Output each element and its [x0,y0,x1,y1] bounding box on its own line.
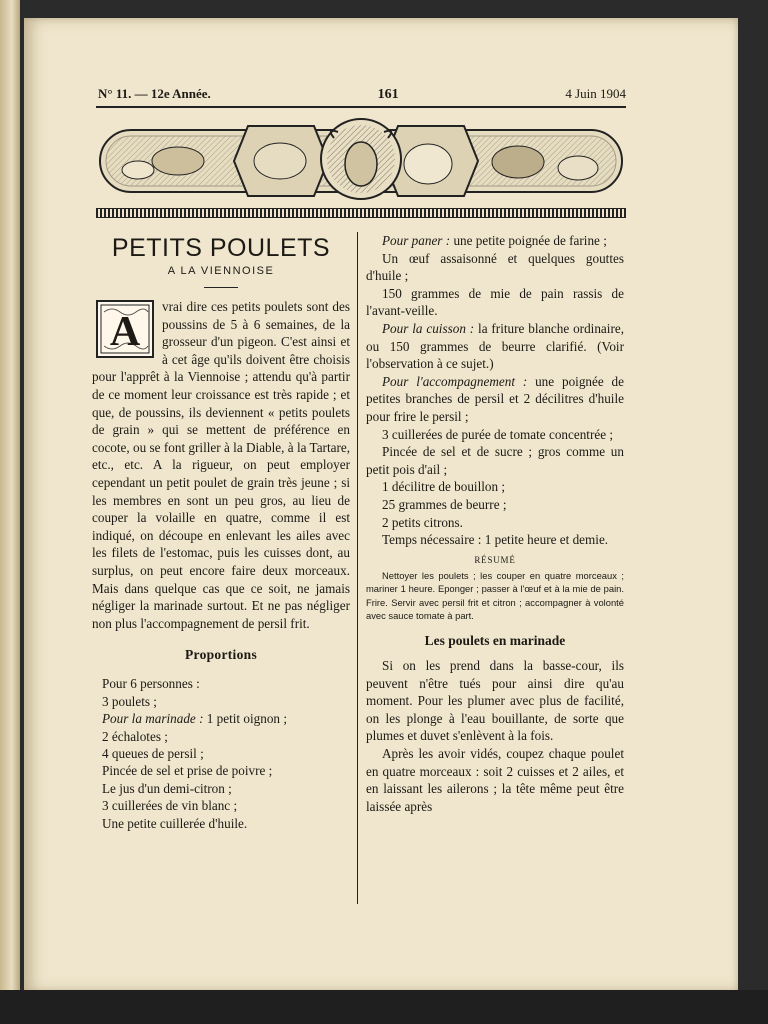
list-item [102,815,350,832]
ornamental-rule [96,208,626,218]
ingredient-line [366,531,624,549]
ingredient-text: Un œuf assaisonné et quelques gouttes d'huile ; [366,250,624,284]
ingredient-text: 2 petits citrons. [382,514,463,530]
section-paragraph: Après les avoir vidés, coupez chaque poulet en quatre morceaux : soit 2 cuisses et 2 ailes, et en laissant les ailerons ; la tête même peut être laissée après [366,746,624,814]
proportions-list [92,675,350,832]
intro-paragraph: vrai dire ces petits poulets sont des poussins de 5 à 6 semaines, de la grosseur d'un pigeon. C'est ainsi et à cet âge qu'ils doivent être choisis pour l'apprêt à la Viennoise ; attendu qu'à partir de ce moment leur croissance est très rapide ; et que, de poussins, ils deviennent « petits poulets de grain » qui se mettent de préférence en cocote, ou se font griller à la Diable, à la Tartare, etc., etc. A la rigueur, on peut employer cependant un petit poulet de grain très jeune ; si les membres en sont un peu gros, au lieu de couper la volaille en quatre, comme il est indiqué, on découpe en enlevant les ailes avec les filets de l'estomac, puis les cuisses dont, au surplus, on peut encore faire deux morceaux. Mais dans quelque cas que ce soit, ne jamais négliger la marinade surtout. Et ne pas négliger non plus l'accompagnement de persil frit. [92,299,350,631]
proportions-heading: Proportions [184,647,258,663]
list-item [102,797,350,814]
dropcap-letter: A [109,309,141,355]
article-title: PETITS POULETS [111,234,331,262]
section-paragraph: Si on les prend dans la basse-cour, ils peuvent n'être tués pour ainsi dire qu'au moment. Pour les plumer avec plus de facilité, on les plonge à l'eau bouillante, de sorte que plumes et duvet s'enlèvent à la fois. [366,658,624,744]
right-column [366,232,624,815]
list-item [102,762,350,779]
list-item-text: 1 petit oignon ; [203,711,287,727]
header-rule [96,106,626,108]
ingredient-line [366,232,624,250]
running-header [98,86,626,103]
ingredient-line [366,250,624,285]
list-item [102,728,350,745]
issue-date: 4 Juin 1904 [565,86,626,101]
ingredient-text: 150 grammes de mie de pain rassis de l'avant-veille. [366,285,624,319]
list-item-text: 3 poulets ; [102,693,157,709]
ingredient-line [366,373,624,426]
resume-text: Nettoyer les poulets ; les couper en quatre morceaux ; mariner 1 heure. Eponger ; passer à l'œuf et à la mie de pain. Frire. Servir avec persil frit et citron ; accompagner à volonté avec sauce tomate à part. [366,569,624,622]
list-item [102,693,350,710]
ingredient-text: la friture blanche ordinaire, ou 150 grammes de beurre clarifié. (Voir l'observation à ce sujet.) [366,320,624,372]
ingredient-line [366,443,624,478]
page-number: 161 [377,87,399,102]
ingredient-line [366,320,624,373]
adjacent-page-edge [0,0,20,990]
ingredient-text: 1 décilitre de bouillon ; [382,479,506,495]
article-subtitle: A LA VIENNOISE [167,265,275,277]
resume-heading: RÉSUMÉ [474,554,516,565]
list-item [102,675,350,692]
list-item-text: 3 cuillerées de vin blanc ; [102,798,238,814]
issue-number: N° 11. — 12e Année. [98,86,211,101]
column-divider [357,232,358,904]
ingredient-text: une poignée de petites branches de persil et 2 décilitres d'huile pour frire le persil ; [366,373,625,424]
list-item-text: Le jus d'un demi-citron ; [102,780,232,796]
left-column [92,232,350,832]
ingredient-text: 3 cuillerées de purée de tomate concentrée ; [382,426,614,442]
ingredient-text: Temps nécessaire : 1 petite heure et demie. [382,532,609,548]
list-item [102,710,350,727]
ingredient-line [366,478,624,496]
ornamental-dropcap [96,300,154,358]
scan-background [0,990,768,1024]
list-item [102,745,350,762]
list-item-text: 2 échalotes ; [102,728,168,744]
list-item-text: Une petite cuillerée d'huile. [102,815,248,831]
title-divider [204,287,238,288]
ingredient-text: une petite poignée de farine ; [450,233,607,248]
list-item-text: Pincée de sel et prise de poivre ; [102,763,273,779]
ingredient-line [366,496,624,514]
list-item-label: Pour la marinade : [102,711,204,727]
section-heading: Les poulets en marinade [424,633,566,649]
ingredient-line [366,514,624,532]
ingredient-label: Pour la cuisson : [382,320,475,336]
list-item [102,780,350,797]
ingredient-line [366,285,624,320]
ingredient-label: Pour paner : [382,233,451,248]
ingredient-text: 25 grammes de beurre ; [382,496,507,512]
ingredient-label: Pour l'accompagnement : [382,373,528,389]
ingredient-text: Pincée de sel et de sucre ; gros comme un petit pois d'ail ; [366,444,624,477]
list-item-text: Pour 6 personnes : [102,676,200,692]
farm-animals-banner-illustration [98,116,624,202]
list-item-text: 4 queues de persil ; [102,745,204,761]
ingredient-line [366,426,624,444]
